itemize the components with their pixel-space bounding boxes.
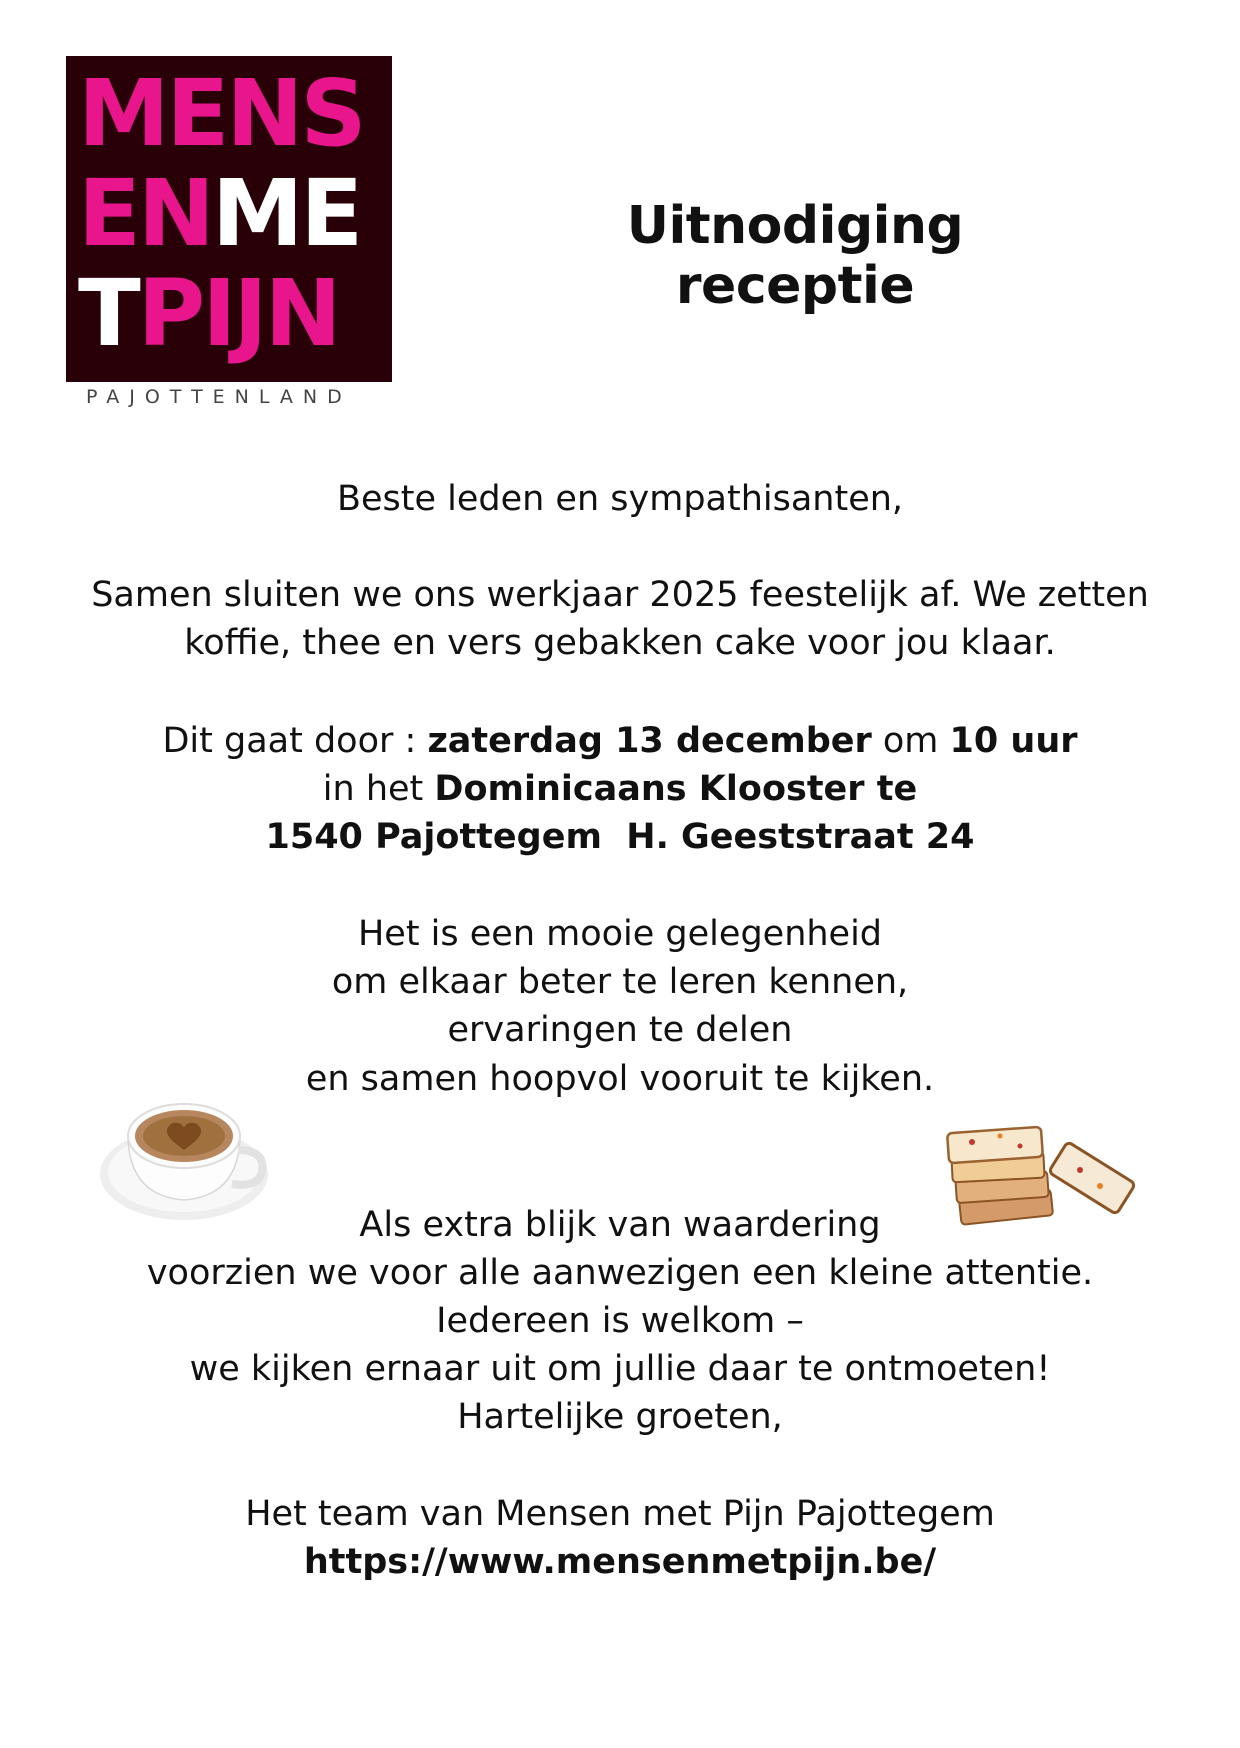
when-mid: om [871, 721, 950, 761]
intro-line-2: koffie, thee en vers gebakken cake voor jou klaar. [184, 623, 1056, 663]
logo-row-2b: ME [211, 160, 361, 267]
occasion-line-3: ervaringen te delen [447, 1010, 793, 1050]
organization-logo [66, 56, 392, 382]
gift-line-2: voorzien we voor alle aanwezigen een kleine attentie. [146, 1253, 1094, 1293]
greeting: Beste leden en sympathisanten, [336, 479, 904, 519]
logo-row-2 [78, 160, 361, 267]
event-address: 1540 Pajottegem H. Geeststraat 24 [265, 817, 975, 857]
meet-line: we kijken ernaar uit om jullie daar te ontmoeten! [189, 1349, 1051, 1389]
occasion-line-4: en samen hoopvol vooruit te kijken. [305, 1059, 935, 1099]
logo-subtitle: PAJOTTENLAND [86, 386, 352, 408]
logo-row-3b: PIJN [137, 260, 339, 367]
where-prefix: in het [322, 769, 435, 809]
logo-row-3a: T [78, 260, 138, 367]
regards-line: Hartelijke groeten, [457, 1397, 783, 1437]
when-prefix: Dit gaat door : [162, 721, 428, 761]
gift-line-1: Als extra blijk van waardering [359, 1205, 881, 1245]
event-venue: Dominicaans Klooster te [434, 769, 918, 809]
intro-line-1: Samen sluiten we ons werkjaar 2025 feestelijk af. We zetten [91, 575, 1149, 615]
cake-slices-icon [940, 1112, 1140, 1242]
occasion-line-2: om elkaar beter te leren kennen, [331, 962, 909, 1002]
occasion-line-1: Het is een mooie gelegenheid [357, 914, 883, 954]
signature: Het team van Mensen met Pijn Pajottegem [245, 1494, 995, 1534]
event-time: 10 uur [949, 721, 1078, 761]
when-line [0, 717, 1240, 765]
coffee-cup-icon [98, 1088, 288, 1228]
event-date: zaterdag 13 december [427, 721, 872, 761]
logo-row-2a: EN [78, 160, 212, 267]
logo-row-1: MENS [78, 60, 364, 167]
welcome-line: Iedereen is welkom – [436, 1301, 804, 1341]
logo-row-3 [78, 260, 339, 367]
where-line [0, 765, 1240, 813]
page-title: Uitnodiging receptie [626, 196, 964, 316]
website-link[interactable]: https://www.mensenmetpijn.be/ [303, 1542, 937, 1582]
